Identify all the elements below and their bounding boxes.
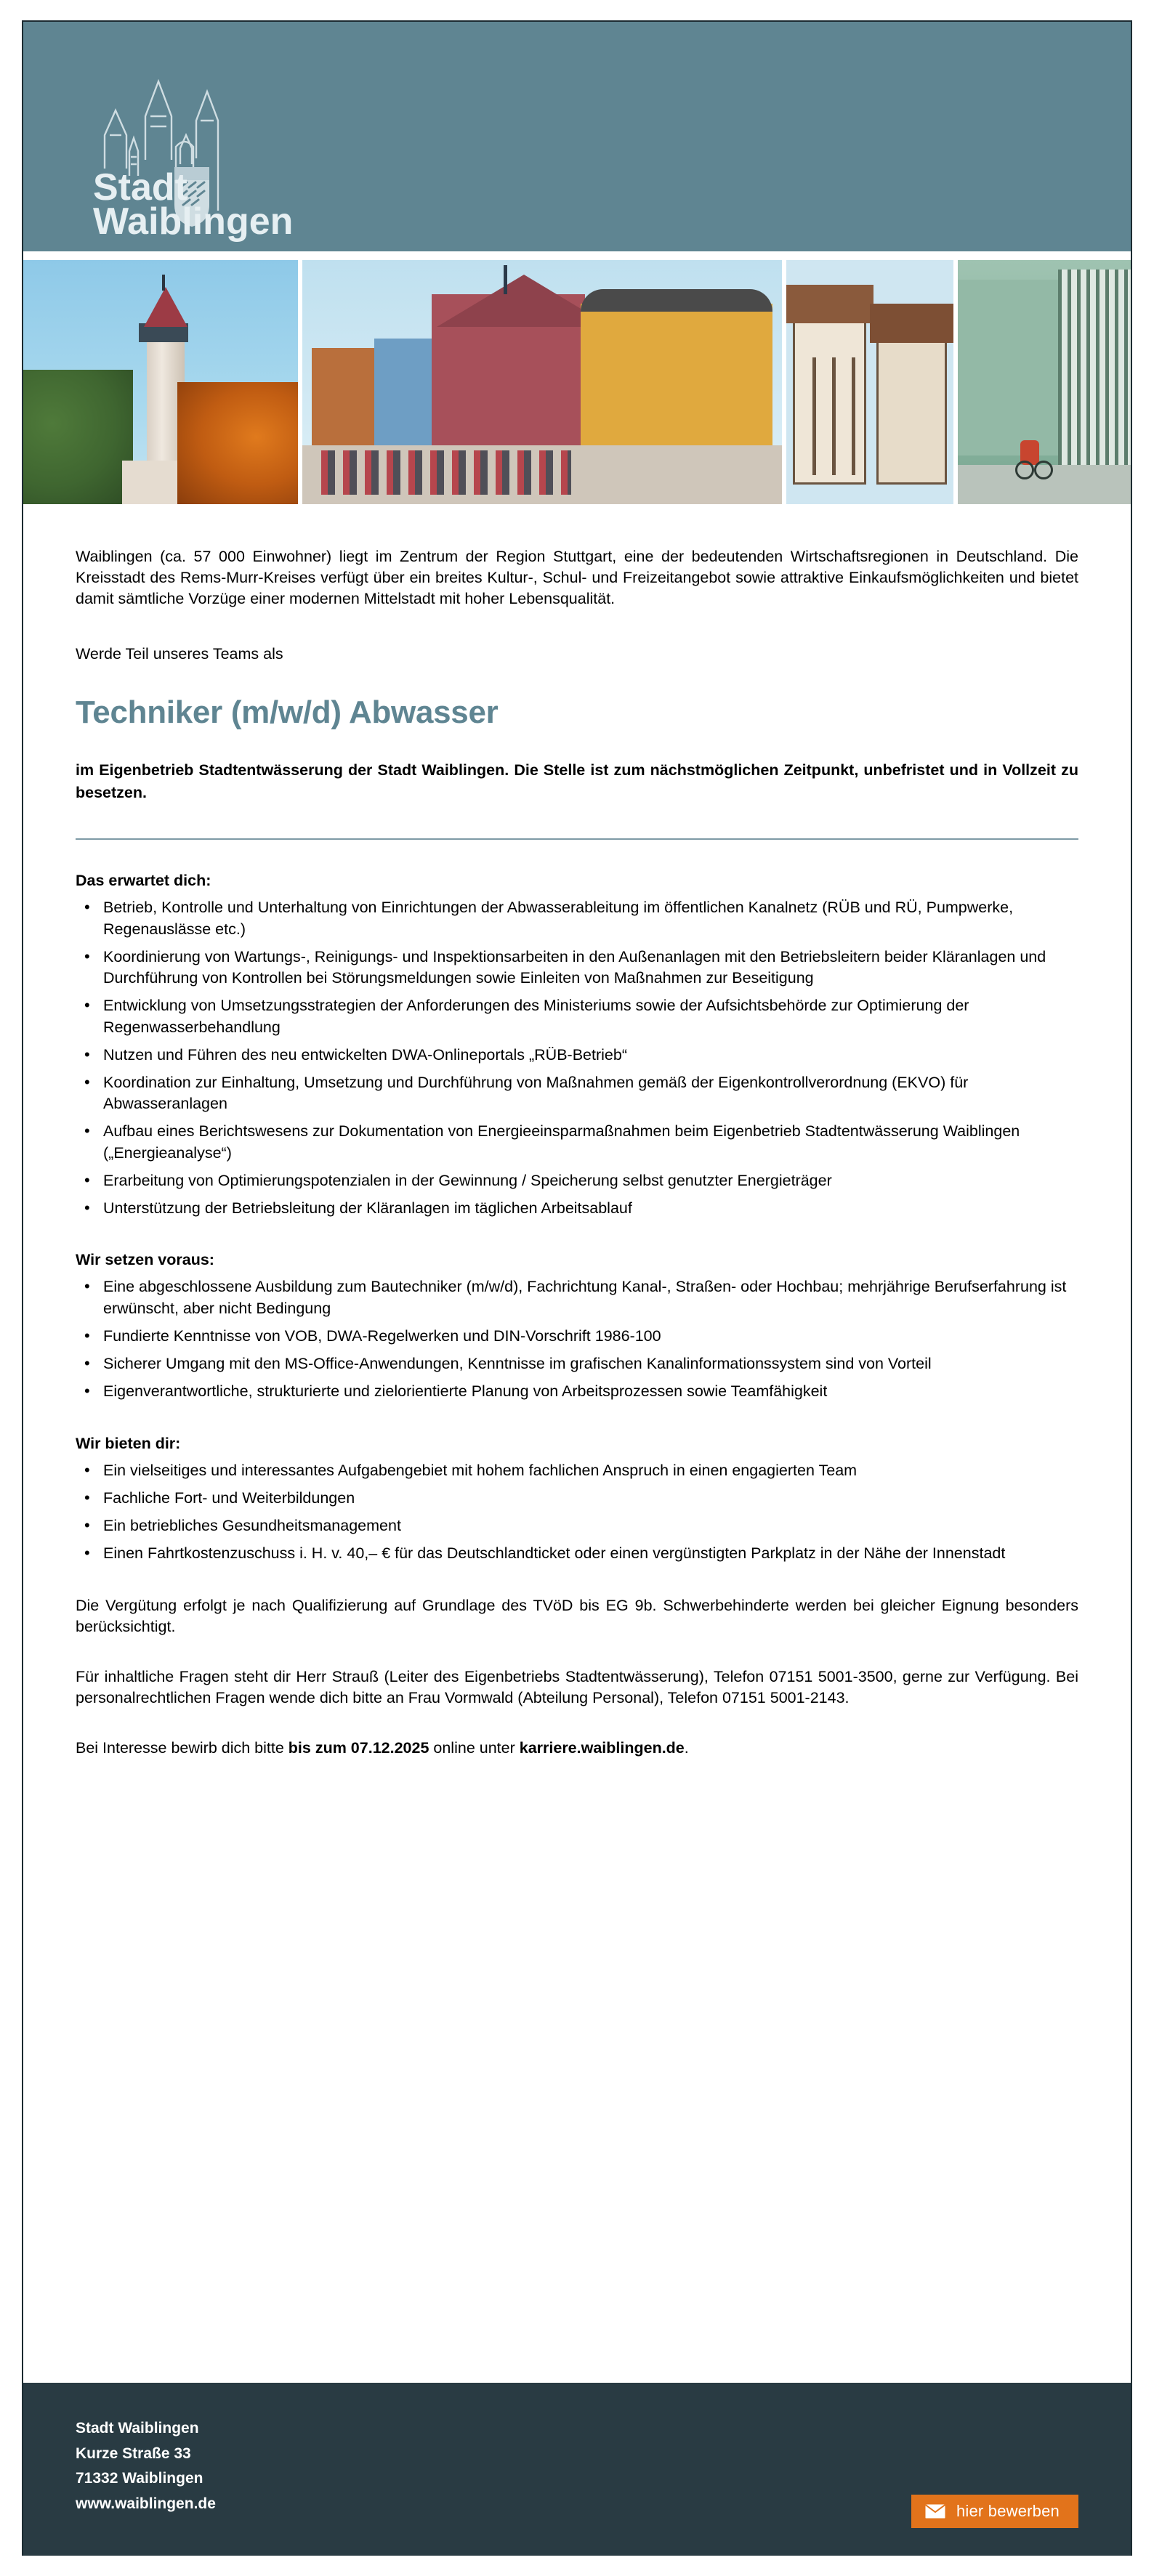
envelope-icon	[924, 2503, 946, 2519]
footer-address-line: Stadt Waiblingen	[76, 2420, 199, 2437]
section-heading-requirements: Wir setzen voraus:	[76, 1251, 214, 1269]
apply-paragraph	[76, 1738, 1078, 1759]
list-item: • Erarbeitung von Optimierungspotenzialen in der Gewinnung / Speicherung selbst genutzter Energieträger	[100, 1170, 1078, 1191]
apply-suffix: .	[684, 1739, 689, 1757]
apply-middle: online unter	[429, 1739, 520, 1757]
footer-address-line: 71332 Waiblingen	[76, 2470, 203, 2487]
list-item: • Einen Fahrtkostenzuschuss i. H. v. 40,– € für das Deutschlandticket oder einen vergünstigten Parkplatz in der Nähe der Innenstadt	[100, 1543, 1078, 1564]
list-item: • Fachliche Fort- und Weiterbildungen	[100, 1488, 1078, 1509]
section-heading-offer: Wir bieten dir:	[76, 1434, 181, 1452]
tasks-list	[76, 897, 1078, 1219]
footer-website-link[interactable]: www.waiblingen.de	[76, 2495, 216, 2512]
footer-address	[76, 2416, 216, 2517]
list-item: • Koordination zur Einhaltung, Umsetzung und Durchführung von Maßnahmen gemäß der Eigenkontrollverordnung (EKVO) für Abwasseranlagen	[100, 1072, 1078, 1114]
offer-list	[76, 1460, 1078, 1565]
list-item: • Unterstützung der Betriebsleitung der Kläranlagen im täglichen Arbeitsablauf	[100, 1198, 1078, 1219]
section-heading-tasks: Das erwartet dich:	[76, 872, 211, 890]
list-item: • Eigenverantwortliche, strukturierte und zielorientierte Planung von Arbeitsprozessen sowie Teamfähigkeit	[100, 1381, 1078, 1402]
list-item: • Sicherer Umgang mit den MS-Office-Anwendungen, Kenntnisse im grafischen Kanalinformationssystem sind von Vorteil	[100, 1353, 1078, 1374]
list-item: • Ein betriebliches Gesundheitsmanagement	[100, 1515, 1078, 1536]
intro-paragraph: Waiblingen (ca. 57 000 Einwohner) liegt im Zentrum der Region Stuttgart, eine der bedeutenden Wirtschaftsregionen in Deutschland. Die Kreisstadt des Rems-Murr-Kreises verfügt über ein breites Kultur-, Schul- und Freizeitangebot sowie attraktive Einkaufsmöglichkeiten und bietet damit sämtliche Vorzüge einer modernen Mittelstadt mit hoher Lebensqualität.	[76, 548, 1078, 608]
content-area	[23, 509, 1131, 1759]
list-item: • Fundierte Kenntnisse von VOB, DWA-Regelwerken und DIN-Vorschrift 1986-100	[100, 1326, 1078, 1347]
list-item: • Koordinierung von Wartungs-, Reinigungs- und Inspektionsarbeiten in den Außenanlagen mit den Betriebsleitern beider Kläranlagen und Durchführung von Kontrollen bei Störungsmeldungen sowie Einleiten von Maßnahmen zur Beseitigung	[100, 947, 1078, 989]
list-item: • Aufbau eines Berichtswesens zur Dokumentation von Energieeinsparmaßnahmen beim Eigenbetrieb Stadtentwässerung Waiblingen („Energieanalyse“)	[100, 1121, 1078, 1163]
apply-url[interactable]: karriere.waiblingen.de	[519, 1739, 685, 1757]
list-item: • Betrieb, Kontrolle und Unterhaltung von Einrichtungen der Abwasserableitung im öffentlichen Kanalnetz (RÜB und RÜ, Pumpwerke, Regenauslässe etc.)	[100, 897, 1078, 939]
requirements-list	[76, 1276, 1078, 1402]
list-item: • Nutzen und Führen des neu entwickelten DWA-Onlineportals „RÜB-Betrieb“	[100, 1045, 1078, 1066]
lead-in-text: Werde Teil unseres Teams als	[76, 644, 283, 663]
page-title: Techniker (m/w/d) Abwasser	[76, 694, 499, 730]
pay-paragraph: Die Vergütung erfolgt je nach Qualifizierung auf Grundlage des TVöD bis EG 9b. Schwerbehinderte werden bei gleicher Eignung besonders berücksichtigt.	[76, 1596, 1078, 1635]
photo-tower-autumn	[23, 260, 298, 504]
apply-button-label: hier bewerben	[956, 2502, 1060, 2520]
logo-text-waiblingen: Waiblingen	[93, 201, 294, 243]
footer-address-line: Kurze Straße 33	[76, 2445, 191, 2462]
apply-deadline: bis zum 07.12.2025	[288, 1739, 429, 1757]
contact-paragraph: Für inhaltliche Fragen steht dir Herr Strauß (Leiter des Eigenbetriebs Stadtentwässerung), Telefon 07151 5001-3500, gerne zur Verfügung. Bei personalrechtlichen Fragen wende dich bitte an Frau Vormwald (Abteilung Personal), Telefon 07151 5001-2143.	[76, 1667, 1078, 1707]
stadt-waiblingen-logo	[89, 65, 328, 243]
list-item: • Entwicklung von Umsetzungsstrategien der Anforderungen des Ministeriums sowie der Aufsichtsbehörde zur Optimierung der Regenwasserbehandlung	[100, 995, 1078, 1037]
apply-button[interactable]	[911, 2495, 1078, 2528]
divider	[76, 838, 1078, 840]
list-item: • Eine abgeschlossene Ausbildung zum Bautechniker (m/w/d), Fachrichtung Kanal-, Straßen- oder Hochbau; mehrjährige Berufserfahrung ist erwünscht, aber nicht Bedingung	[100, 1276, 1078, 1319]
header-band	[23, 22, 1131, 251]
job-subtitle: im Eigenbetrieb Stadtentwässerung der Stadt Waiblingen. Die Stelle ist zum nächstmöglichen Zeitpunkt, unbefristet und in Vollzeit zu besetzen.	[76, 761, 1078, 801]
apply-prefix: Bei Interesse bewirb dich bitte	[76, 1739, 288, 1757]
photo-market-square	[302, 260, 782, 504]
footer-band	[23, 2383, 1131, 2556]
photo-modern-building-cyclist	[958, 260, 1131, 504]
photo-half-timbered-houses	[786, 260, 953, 504]
photo-strip	[23, 260, 1131, 504]
list-item: • Ein vielseitiges und interessantes Aufgabengebiet mit hohem fachlichen Anspruch in einen engagierten Team	[100, 1460, 1078, 1481]
logo-text-stadt: Stadt	[93, 166, 187, 208]
